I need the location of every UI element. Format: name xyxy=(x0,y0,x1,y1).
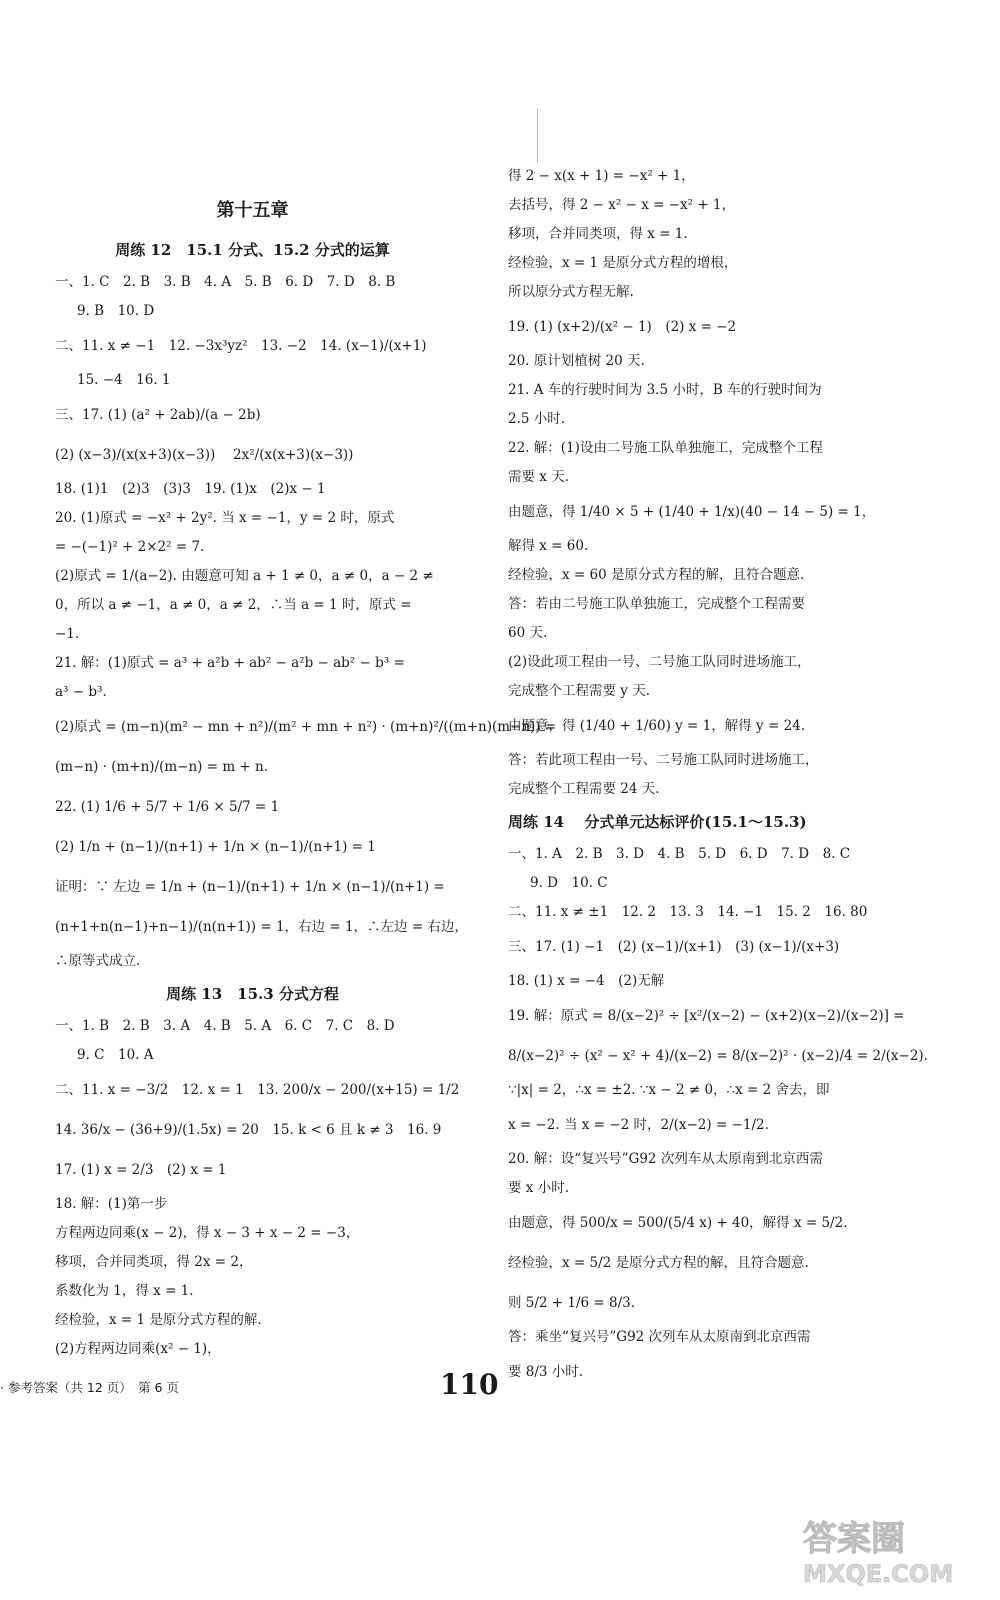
left-line: 三、17. (1) (a² + 2ab)/(a − 2b) xyxy=(55,407,261,423)
right-line: 经检验，x = 60 是原分式方程的解，且符合题意. xyxy=(508,567,805,583)
chapter-title: 第十五章 xyxy=(216,200,289,221)
right-line: 19. 解：原式 = 8/(x−2)² ÷ [x²/(x−2) − (x+2)(x−2)/(x−2)] = xyxy=(508,1008,905,1024)
right-line: 由题意，得 1/40 × 5 + (1/40 + 1/x)(40 − 14 − 5) = 1， xyxy=(508,504,876,520)
right-line: 解得 x = 60. xyxy=(508,538,589,554)
left-line: (2) 1/n + (n−1)/(n+1) + 1/n × (n−1)/(n+1) = 1 xyxy=(55,839,376,855)
right-column xyxy=(508,162,928,1392)
fold-line xyxy=(537,108,538,163)
right-line: 需要 x 天. xyxy=(508,469,569,485)
left-line: 0，所以 a ≠ −1，a ≠ 0，a ≠ 2，∴当 a = 1 时，原式 = xyxy=(55,597,412,613)
left-line: (2)原式 = (m−n)(m² − mn + n²)/(m² + mn + n²) · (m+n)²/((m+n)(m−n)) = xyxy=(55,719,557,735)
right-line: 要 8/3 小时. xyxy=(508,1364,584,1380)
left-line: = −(−1)² + 2×2² = 7. xyxy=(55,539,205,555)
left-line: 移项，合并同类项，得 2x = 2， xyxy=(55,1254,253,1270)
left-line: 一、1. B 2. B 3. A 4. B 5. A 6. C 7. C 8. D xyxy=(55,1018,395,1034)
left-line: 证明：∵ 左边 = 1/n + (n−1)/(n+1) + 1/n × (n−1)/(n+1) = xyxy=(55,879,445,895)
right-line: 21. A 车的行驶时间为 3.5 小时，B 车的行驶时间为 xyxy=(508,382,822,398)
right-line: 答：若此项工程由一号、二号施工队同时进场施工， xyxy=(508,752,819,768)
right-line: 移项，合并同类项，得 x = 1. xyxy=(508,226,688,242)
section-heading: 周练 13 15.3 分式方程 xyxy=(166,985,339,1003)
left-line: 17. (1) x = 2/3 (2) x = 1 xyxy=(55,1162,227,1178)
left-line: 14. 36/x − (36+9)/(1.5x) = 20 15. k < 6 且 k ≠ 3 16. 9 xyxy=(55,1122,442,1138)
left-line: (2)原式 = 1/(a−2). 由题意可知 a + 1 ≠ 0，a ≠ 0，a − 2 ≠ xyxy=(55,568,434,584)
page-number: 110 xyxy=(440,1368,499,1401)
left-line: ∴原等式成立. xyxy=(55,953,141,969)
right-line: 三、17. (1) −1 (2) (x−1)/(x+1) (3) (x−1)/(x+3) xyxy=(508,939,840,955)
right-line: x = −2. 当 x = −2 时，2/(x−2) = −1/2. xyxy=(508,1117,769,1133)
left-line: 二、11. x = −3/2 12. x = 1 13. 200/x − 200/(x+15) = 1/2 xyxy=(55,1082,460,1098)
left-line: 20. (1)原式 = −x² + 2y². 当 x = −1，y = 2 时，原式 xyxy=(55,510,395,526)
right-line: 完成整个工程需要 y 天. xyxy=(508,683,651,699)
right-line: 二、11. x ≠ ±1 12. 2 13. 3 14. −1 15. 2 16. 80 xyxy=(508,904,868,920)
watermark-line2: MXQE.COM xyxy=(803,1560,954,1588)
left-line: 二、11. x ≠ −1 12. −3x³yz² 13. −2 14. (x−1)/(x+1) xyxy=(55,338,427,354)
right-line: 20. 解：设“复兴号”G92 次列车从太原南到北京西需 xyxy=(508,1151,823,1167)
left-line: 21. 解：(1)原式 = a³ + a²b + ab² − a²b − ab² − b³ = xyxy=(55,655,405,671)
left-line: (m−n) · (m+n)/(m−n) = m + n. xyxy=(55,759,269,775)
right-line: 60 天. xyxy=(508,625,548,641)
left-line: −1. xyxy=(55,626,80,642)
right-line: 2.5 小时. xyxy=(508,411,566,427)
right-line: 答：若由二号施工队单独施工，完成整个工程需要 xyxy=(508,596,805,612)
left-line: 15. −4 16. 1 xyxy=(77,372,171,388)
right-line: 18. (1) x = −4 (2)无解 xyxy=(508,973,665,989)
right-line: 一、1. A 2. B 3. D 4. B 5. D 6. D 7. D 8. C xyxy=(508,846,851,862)
left-line: a³ − b³. xyxy=(55,684,107,700)
right-line: 由题意，得 (1/40 + 1/60) y = 1，解得 y = 24. xyxy=(508,718,806,734)
right-line: 经检验，x = 5/2 是原分式方程的解，且符合题意. xyxy=(508,1255,809,1271)
right-line: 所以原分式方程无解. xyxy=(508,284,634,300)
right-line: 去括号，得 2 − x² − x = −x² + 1， xyxy=(508,197,736,213)
left-line: (2) (x−3)/(x(x+3)(x−3)) 2x²/(x(x+3)(x−3)) xyxy=(55,447,354,463)
right-line: 要 x 小时. xyxy=(508,1180,569,1196)
right-line: 答：乘坐“复兴号”G92 次列车从太原南到北京西需 xyxy=(508,1329,811,1345)
watermark-logo-icon xyxy=(795,1510,985,1590)
left-line: 方程两边同乘(x − 2)，得 x − 3 + x − 2 = −3， xyxy=(55,1225,360,1241)
right-line: 经检验，x = 1 是原分式方程的增根， xyxy=(508,255,738,271)
left-line: 22. (1) 1/6 + 5/7 + 1/6 × 5/7 = 1 xyxy=(55,799,280,815)
right-line: 20. 原计划植树 20 天. xyxy=(508,353,645,369)
right-line: ∵|x| = 2，∴x = ±2. ∵x − 2 ≠ 0，∴x = 2 舍去，即 xyxy=(508,1082,830,1098)
left-line: 18. (1)1 (2)3 (3)3 19. (1)x (2)x − 1 xyxy=(55,481,326,497)
right-line: 则 5/2 + 1/6 = 8/3. xyxy=(508,1295,636,1311)
left-line: 18. 解：(1)第一步 xyxy=(55,1196,168,1212)
right-line: 19. (1) (x+2)/(x² − 1) (2) x = −2 xyxy=(508,319,737,335)
right-line: 8/(x−2)² ÷ (x² − x² + 4)/(x−2) = 8/(x−2)² · (x−2)/4 = 2/(x−2). xyxy=(508,1048,928,1064)
right-line: 得 2 − x(x + 1) = −x² + 1， xyxy=(508,168,695,184)
footer-label: · 参考答案（共 12 页） 第 6 页 xyxy=(0,1380,179,1395)
left-line: (n+1+n(n−1)+n−1)/(n(n+1)) = 1，右边 = 1，∴左边 = 右边， xyxy=(55,919,468,935)
right-line: 由题意，得 500/x = 500/(5/4 x) + 40，解得 x = 5/2. xyxy=(508,1215,848,1231)
section-heading: 周练 12 15.1 分式、15.2 分式的运算 xyxy=(115,241,390,259)
right-line: 完成整个工程需要 24 天. xyxy=(508,781,660,797)
right-line: 9. D 10. C xyxy=(530,875,608,891)
watermark-line1: 答案圈 xyxy=(803,1519,905,1559)
left-line: 一、1. C 2. B 3. B 4. A 5. B 6. D 7. D 8. B xyxy=(55,274,396,290)
watermark-logo xyxy=(795,1510,985,1590)
right-line: (2)设此项工程由一号、二号施工队同时进场施工， xyxy=(508,654,811,670)
left-line: 9. C 10. A xyxy=(77,1047,154,1063)
left-line: 9. B 10. D xyxy=(77,303,155,319)
right-line: 22. 解：(1)设由二号施工队单独施工，完成整个工程 xyxy=(508,440,823,456)
left-line: (2)方程两边同乘(x² − 1)， xyxy=(55,1341,221,1357)
left-line: 系数化为 1，得 x = 1. xyxy=(55,1283,194,1299)
left-line: 经检验，x = 1 是原分式方程的解. xyxy=(55,1312,262,1328)
section-heading: 周练 14 分式单元达标评价(15.1～15.3) xyxy=(508,813,807,831)
